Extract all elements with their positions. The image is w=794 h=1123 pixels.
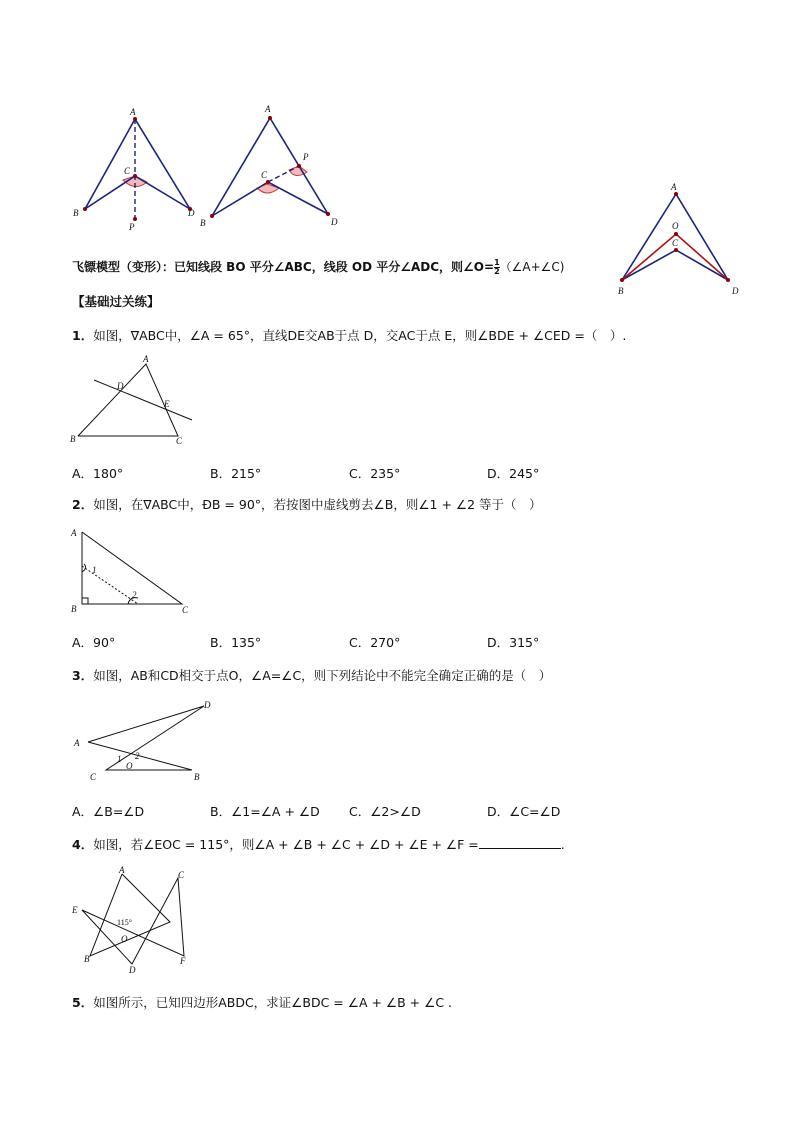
q2-option-b[interactable]: B．135°	[210, 635, 262, 650]
label-2: 2	[132, 590, 137, 600]
label-D: D	[117, 381, 124, 391]
label-P: P	[129, 222, 135, 232]
label-D: D	[204, 700, 211, 710]
question-text: 如图，若∠EOC = 115°，则∠A + ∠B + ∠C + ∠D + ∠E + ∠F =	[93, 837, 479, 852]
question-3	[72, 666, 551, 684]
q1-option-d[interactable]: D．245°	[487, 466, 540, 481]
label-O: O	[126, 761, 133, 771]
answer-blank[interactable]	[479, 838, 561, 849]
label-D: D	[732, 286, 739, 296]
dart-figure-3	[612, 180, 742, 300]
section-title: 【基础过关练】	[72, 294, 160, 309]
q2-option-d[interactable]: D．315°	[487, 635, 540, 650]
question-2	[72, 495, 542, 513]
question-number: 4．	[72, 837, 94, 852]
q4-figure	[66, 864, 206, 976]
label-C: C	[672, 238, 679, 248]
label-C: C	[178, 870, 185, 880]
label-D: D	[331, 217, 338, 227]
q3-option-d[interactable]: D．∠C=∠D	[487, 804, 561, 819]
label-D: D	[188, 208, 195, 218]
label-D: D	[129, 965, 136, 975]
question-number: 5．	[72, 995, 94, 1010]
label-A: A	[265, 104, 271, 114]
label-C: C	[90, 772, 97, 782]
label-A: A	[143, 354, 149, 364]
q1-figure	[66, 352, 201, 447]
question-text: 如图，在∇ABC中，ÐB = 90°，若按图中虚线剪去∠B，则∠1 + ∠2 等于（ ）	[93, 497, 542, 512]
model-statement	[72, 258, 564, 276]
label-1: 1	[117, 754, 122, 764]
question-1	[72, 326, 626, 344]
dart-figure-2	[195, 100, 345, 230]
label-C: C	[261, 170, 268, 180]
label-A: A	[119, 865, 125, 875]
label-E: E	[72, 905, 78, 915]
label-B: B	[194, 772, 200, 782]
label-1: 1	[92, 565, 97, 575]
question-end: .	[560, 837, 565, 852]
label-115: 115°	[117, 918, 132, 927]
question-number: 1．	[72, 328, 94, 343]
label-C: C	[124, 166, 131, 176]
label-O: O	[672, 221, 679, 231]
question-text: 如图，AB和CD相交于点O，∠A=∠C，则下列结论中不能完全确定正确的是（ ）	[93, 668, 552, 683]
label-B: B	[71, 604, 77, 614]
label-C: C	[182, 605, 189, 615]
question-text: 如图所示，已知四边形ABDC，求证∠BDC = ∠A + ∠B + ∠C .	[93, 995, 452, 1010]
label-B: B	[84, 954, 90, 964]
question-number: 3．	[72, 668, 94, 683]
label-A: A	[130, 107, 136, 117]
question-4	[72, 835, 565, 853]
question-5	[72, 993, 452, 1011]
question-number: 2．	[72, 497, 94, 512]
label-E: E	[164, 399, 170, 409]
q1-option-b[interactable]: B．215°	[210, 466, 262, 481]
q2-option-c[interactable]: C．270°	[349, 635, 401, 650]
label-B: B	[70, 434, 76, 444]
label-A: A	[71, 528, 77, 538]
label-C: C	[176, 436, 183, 446]
q2-option-a[interactable]: A．90°	[72, 635, 116, 650]
fraction-denominator: 2	[494, 267, 500, 276]
q2-figure	[66, 524, 196, 616]
label-B: B	[73, 208, 79, 218]
question-text: 如图，∇ABC中，∠A = 65°，直线DE交AB于点 D，交AC于点 E，则∠BDE + ∠CED =（ ）.	[93, 328, 627, 343]
q3-figure	[70, 696, 220, 784]
q1-option-c[interactable]: C．235°	[349, 466, 401, 481]
label-O: O	[121, 934, 128, 944]
model-prefix: 飞镖模型（变形）：已知线段 BO 平分∠ABC，线段 OD 平分∠ADC，则∠O=	[72, 260, 495, 274]
fraction-numerator: 1	[494, 258, 500, 267]
label-F: F	[180, 956, 186, 966]
q3-option-a[interactable]: A．∠B=∠D	[72, 804, 145, 819]
label-A: A	[74, 738, 80, 748]
q3-option-b[interactable]: B．∠1=∠A + ∠D	[210, 804, 320, 819]
label-A: A	[671, 182, 677, 192]
dart-figure-1	[70, 104, 200, 234]
model-suffix: （∠A+∠C)	[499, 260, 565, 274]
label-2: 2	[135, 751, 140, 761]
q3-option-c[interactable]: C．∠2>∠D	[349, 804, 421, 819]
q1-option-a[interactable]: A．180°	[72, 466, 124, 481]
label-P: P	[303, 152, 309, 162]
label-B: B	[200, 218, 206, 228]
label-B: B	[618, 286, 624, 296]
